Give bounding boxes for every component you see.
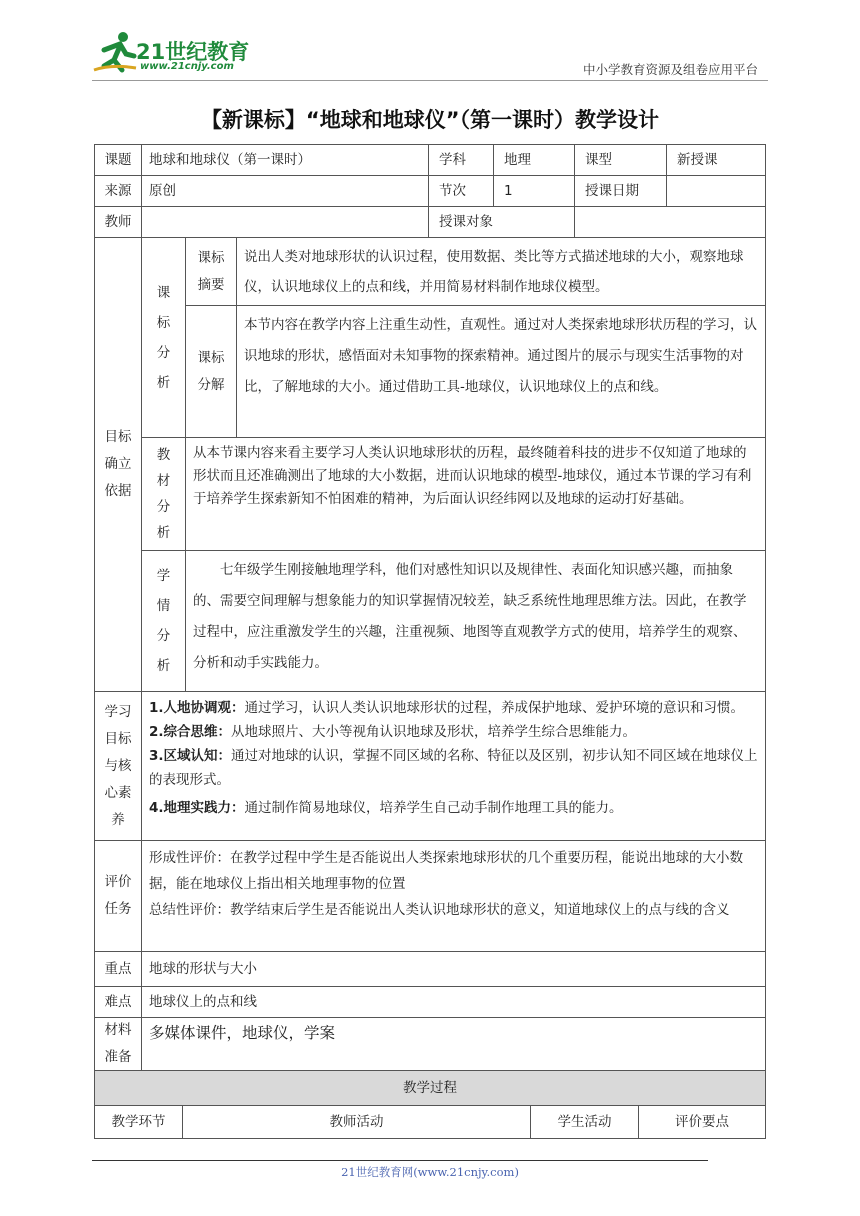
teacher-label: 教师: [94, 206, 142, 238]
period-value: 1: [493, 175, 575, 207]
curriculum-analysis-label: 课标分析: [141, 237, 186, 438]
teacher-value[interactable]: [141, 206, 429, 238]
summary-label: 课标摘要: [185, 237, 237, 306]
difficult-point-value: 地球仪上的点和线: [141, 986, 766, 1018]
breakdown-label: 课标分解: [185, 305, 237, 438]
period-label: 节次: [428, 175, 494, 207]
materials-label: 材料准备: [94, 1017, 142, 1071]
process-col-evaluation: 评价要点: [638, 1105, 766, 1139]
process-col-teacher: 教师活动: [182, 1105, 531, 1139]
basis-label: 目标确立依据: [94, 237, 142, 692]
textbook-text: 从本节课内容来看主要学习人类认识地球形状的历程，最终随着科技的进步不仅知道了地球的形状而且还准确测出了地球的大小数据，进而认识地球的模型-地球仪，通过本节课的学习有利于培养学生探索新知不怕困难的精神，为后面认识经纬网以及地球的运动打好基础。: [185, 437, 766, 551]
source-label: 来源: [94, 175, 142, 207]
process-col-stage: 教学环节: [94, 1105, 183, 1139]
summative-evaluation: 总结性评价：教学结束后学生是否能说出人类认识地球形状的意义，知道地球仪上的点与线的含义: [149, 902, 730, 918]
summary-text: 说出人类对地球形状的认识过程，使用数据、类比等方式描述地球的大小，观察地球仪，认识地球仪上的点和线，并用简易材料制作地球仪模型。: [236, 237, 766, 306]
evaluation-label: 评价任务: [94, 840, 142, 952]
runner-icon: [92, 30, 138, 74]
formative-evaluation: 形成性评价：在教学过程中学生是否能说出人类探索地球形状的几个重要历程，能说出地球的大小数据，能在地球仪上指出相关地理事物的位置: [149, 850, 743, 892]
key-point-value: 地球的形状与大小: [141, 951, 766, 987]
header-divider: [92, 80, 768, 81]
platform-name: 中小学教育资源及组卷应用平台: [582, 62, 758, 77]
process-title: 教学过程: [94, 1070, 766, 1106]
goals-list: [141, 691, 766, 841]
topic-label: 课题: [94, 144, 142, 176]
goal-item: 1.人地协调观：通过学习，认识人类认识地球形状的过程，养成保护地球、爱护环境的意识和习惯。: [149, 700, 745, 716]
evaluation-content: [141, 840, 766, 952]
student-text: 七年级学生刚接触地理学科，他们对感性知识以及规律性、表面化知识感兴趣，而抽象的、需要空间理解与想象能力的知识掌握情况较差，缺乏系统性地理思维方法。因此，在教学过程中，应注重激发学生的兴趣，注重视频、地图等直观教学方式的使用，培养学生的观察、分析和动手实践能力。: [185, 550, 766, 692]
student-analysis-label: 学情分析: [141, 550, 186, 692]
date-value[interactable]: [666, 175, 766, 207]
date-label: 授课日期: [574, 175, 667, 207]
key-point-label: 重点: [94, 951, 142, 987]
footer-divider: [92, 1160, 708, 1161]
goal-item: 2.综合思维：从地球照片、大小等视角认识地球及形状，培养学生综合思维能力。: [149, 724, 637, 740]
topic-value: 地球和地球仪（第一课时）: [141, 144, 429, 176]
logo-text: 21世纪教育: [136, 40, 250, 64]
brand-logo[interactable]: [92, 30, 267, 78]
materials-value: 多媒体课件，地球仪，学案: [141, 1017, 766, 1071]
subject-label: 学科: [428, 144, 494, 176]
logo-url: www.21cnjy.com: [140, 61, 234, 72]
type-value: 新授课: [666, 144, 766, 176]
page-header: [0, 0, 860, 90]
textbook-analysis-label: 教材分析: [141, 437, 186, 551]
process-col-student: 学生活动: [530, 1105, 639, 1139]
audience-label: 授课对象: [428, 206, 575, 238]
source-value: 原创: [141, 175, 429, 207]
difficult-point-label: 难点: [94, 986, 142, 1018]
goal-item: 4.地理实践力：通过制作简易地球仪，培养学生自己动手制作地理工具的能力。: [149, 800, 623, 816]
type-label: 课型: [574, 144, 667, 176]
footer-link[interactable]: 21世纪教育网(www.21cnjy.com): [341, 1165, 519, 1179]
audience-value[interactable]: [574, 206, 766, 238]
goals-label: 学习目标与核心素养: [94, 691, 142, 841]
breakdown-text: 本节内容在教学内容上注重生动性，直观性。通过对人类探索地球形状历程的学习，认识地球的形状，感悟面对未知事物的探索精神。通过图片的展示与现实生活事物的对比，了解地球的大小。通过借助工具-地球仪，认识地球仪上的点和线。: [236, 305, 766, 438]
goal-item: 3.区域认知：通过对地球的认识，掌握不同区域的名称、特征以及区别，初步认知不同区域在地球仪上的表现形式。: [149, 748, 758, 788]
document-title: 【新课标】“地球和地球仪”（第一课时）教学设计: [200, 108, 660, 132]
subject-value: 地理: [493, 144, 575, 176]
